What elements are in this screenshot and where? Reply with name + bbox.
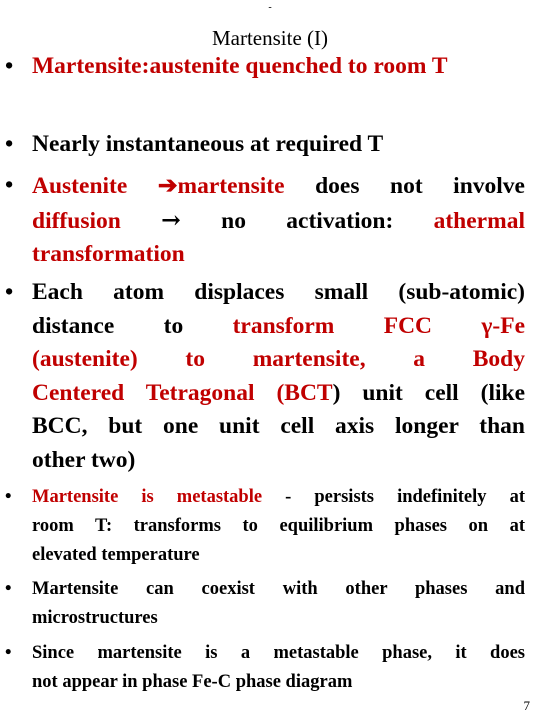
atom-displacement-line-2: [32, 310, 525, 344]
bullet-martensite-definition: [5, 50, 525, 84]
atom-displacement-line-3: [32, 343, 525, 377]
unit-cell-like-text: ) unit cell (like: [332, 379, 525, 406]
metastable-line-2: room T: transforms to equilibrium phases on at: [32, 516, 525, 536]
metastable-line-3: elevated temperature: [32, 545, 200, 565]
slide-title: Martensite (I): [211, 26, 329, 50]
no-diffusion-line-3: transformation: [32, 241, 185, 267]
bullet-phase-diagram: [5, 639, 525, 697]
bullet-coexist: [5, 575, 525, 633]
atom-displacement-line-4: [32, 377, 525, 411]
instantaneous-text: Nearly instantaneous at required T: [32, 131, 384, 157]
martensite-definition-text: Martensite:austenite quenched to room T: [32, 53, 448, 79]
centered-tetragonal-text: Centered Tetragonal (BCT: [32, 379, 333, 406]
no-diffusion-line-1-rest: does not involve: [284, 173, 525, 199]
bullet-no-diffusion: [5, 169, 525, 272]
gamma-fe-text: γ-Fe: [432, 312, 525, 339]
no-activation-text: no activation:: [180, 207, 434, 234]
metastable-line-1: [32, 483, 525, 512]
bullet-marker: •: [5, 643, 12, 663]
body-word: Body: [472, 346, 525, 372]
page-number: 7: [523, 698, 530, 713]
no-diffusion-line-2: [32, 204, 525, 239]
bullet-marker: •: [5, 131, 14, 157]
martensite-word: martensite: [177, 173, 285, 199]
diffusion-word: diffusion: [32, 207, 162, 234]
bullet-marker: •: [5, 487, 12, 507]
bullet-marker: •: [5, 279, 14, 305]
bullet-marker: •: [5, 579, 12, 599]
arrow-right-icon: ➔: [157, 171, 178, 199]
bullet-marker: •: [5, 172, 14, 198]
no-diffusion-line-1: [32, 169, 525, 204]
metastable-rest-text: - persists indefinitely at: [262, 487, 525, 507]
atom-displacement-line-5: BCC, but one unit cell axis longer than: [32, 413, 525, 439]
bullet-marker: •: [5, 53, 14, 79]
header-dash: -: [268, 2, 272, 13]
small-arrow-icon: →: [161, 205, 181, 234]
austenite-paren-text: (austenite) to martensite, a: [32, 346, 473, 372]
bullet-instantaneous: [5, 128, 525, 162]
metastable-red-text: Martensite is metastable: [32, 487, 263, 507]
transform-fcc-text: transform FCC: [232, 312, 433, 339]
athermal-word: athermal: [433, 207, 525, 234]
phase-diagram-line-2: not appear in phase Fe-C phase diagram: [32, 672, 353, 692]
distance-to-text: distance to: [32, 312, 233, 339]
coexist-line-2: microstructures: [32, 608, 158, 628]
bullet-atom-displacement: [5, 276, 525, 477]
phase-diagram-line-1: Since martensite is a metastable phase, it does: [32, 643, 525, 663]
atom-displacement-line-6: other two): [32, 446, 136, 473]
coexist-line-1: Martensite can coexist with other phases and: [32, 579, 525, 599]
austenite-word: Austenite: [32, 173, 158, 199]
bullet-metastable: [5, 483, 525, 570]
atom-displacement-line-1: Each atom displaces small (sub-atomic): [32, 279, 525, 305]
